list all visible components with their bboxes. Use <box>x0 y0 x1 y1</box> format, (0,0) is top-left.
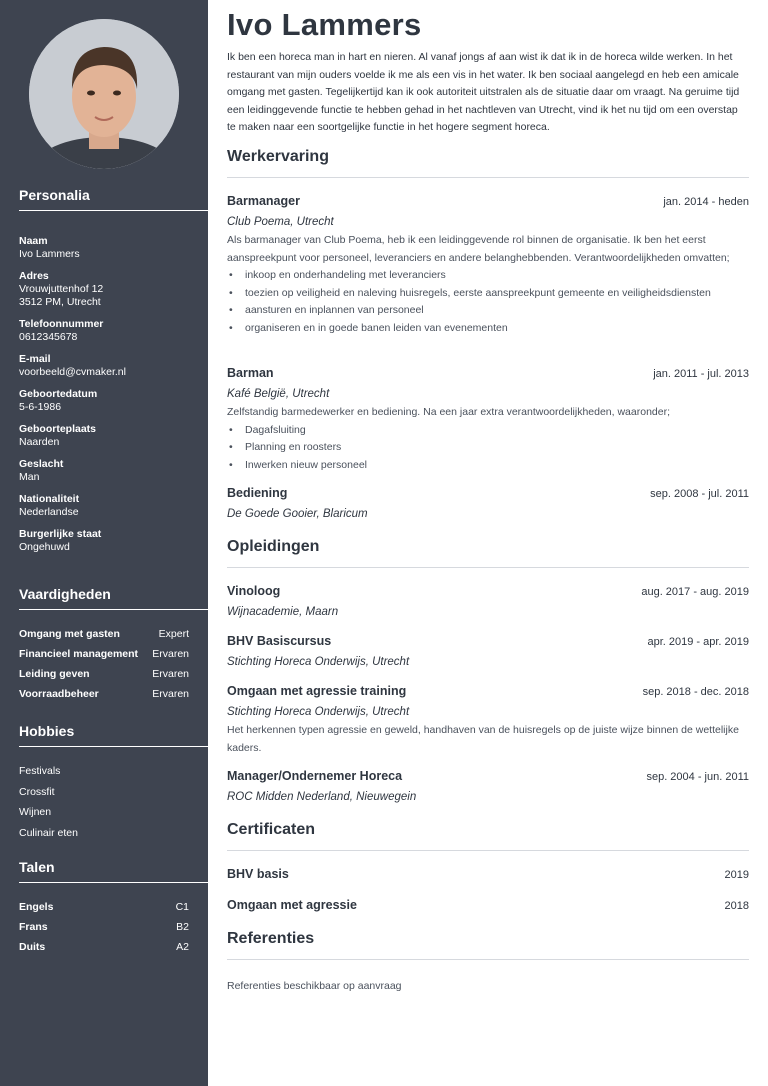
skill-row <box>19 648 189 661</box>
language-row <box>19 921 189 934</box>
skill-level: Ervaren <box>152 668 189 680</box>
job-bullet: • Dagafsluiting <box>227 422 749 440</box>
hobbies-heading: Hobbies <box>19 723 208 747</box>
job-date: jan. 2014 - heden <box>663 196 749 208</box>
profile-photo <box>29 19 179 169</box>
personal-gender <box>19 458 189 484</box>
job-description: Als barmanager van Club Poema, heb ik een leidinggevende rol binnen de organisatie. Ik ben het eerst aanspreekpunt voor personeel, leveranciers en andere belanghebbenden. Verantwoordelijkheden omvatten; <box>227 234 730 264</box>
certificates-heading: Certificaten <box>227 821 749 851</box>
education-name: Manager/Ondernemer Horeca <box>227 769 403 783</box>
languages-heading: Talen <box>19 859 208 883</box>
job-company: Club Poema, Utrecht <box>227 216 334 228</box>
experience-entry <box>227 193 749 337</box>
hobby-item: Crossfit <box>19 785 55 798</box>
hobbies-list <box>19 765 189 847</box>
personal-value: Vrouwjuttenhof 12 <box>19 283 104 295</box>
personal-value: Ongehuwd <box>19 541 70 553</box>
language-level: A2 <box>176 941 189 953</box>
skill-row <box>19 668 189 681</box>
skill-level: Ervaren <box>152 688 189 700</box>
education-name: Vinoloog <box>227 584 281 598</box>
experience-entry <box>227 485 749 523</box>
personal-nationality <box>19 493 189 519</box>
job-company: Kafé België, Utrecht <box>227 388 330 400</box>
personal-label: Adres <box>19 270 49 282</box>
education-name: BHV Basiscursus <box>227 634 332 648</box>
references-heading: Referenties <box>227 930 749 960</box>
job-bullet: • Inwerken nieuw personeel <box>227 457 749 475</box>
job-bullets <box>227 422 749 475</box>
personal-value: Man <box>19 471 40 483</box>
education-description: Het herkennen typen agressie en geweld, handhaven van de huisregels op de juiste wijze binnen de wettelijke kaders. <box>227 724 739 754</box>
job-company: De Goede Gooier, Blaricum <box>227 508 368 520</box>
education-date: apr. 2019 - apr. 2019 <box>647 636 749 648</box>
personal-value: Naarden <box>19 436 60 448</box>
language-level: B2 <box>176 921 189 933</box>
skill-name: Financieel management <box>19 648 139 660</box>
personal-marital-status <box>19 528 189 554</box>
skill-name: Omgang met gasten <box>19 628 120 640</box>
hobby-item: Culinair eten <box>19 826 78 839</box>
education-institute: ROC Midden Nederland, Nieuwegein <box>227 791 417 803</box>
job-date: jan. 2011 - jul. 2013 <box>653 368 749 380</box>
language-level: C1 <box>175 901 189 913</box>
language-row <box>19 901 189 914</box>
language-name: Frans <box>19 921 48 933</box>
skill-level: Ervaren <box>152 648 189 660</box>
job-bullets <box>227 267 749 337</box>
skill-level: Expert <box>158 628 189 640</box>
candidate-name: Ivo Lammers <box>227 7 422 42</box>
education-entry <box>227 583 749 621</box>
intro-text: Ik ben een horeca man in hart en nieren. Al vanaf jongs af aan wist ik dat ik in de horeca wilde werken. In het restaurant van mijn ouders voelde ik me als een vis in het water. Ik ben sociaal aangelegd en heb een amicale omgang met gasten. Tegelijkertijd kan ik ook autoriteit uitstralen als de situatie daar om vraagt. Na geruime tijd een leidinggevende functie te hebben gehad in het nachtleven van Utrecht, vind ik het nu tijd om een overstap te maken naar een soortgelijke functie in het hogere segment horeca. <box>227 51 740 133</box>
personal-phone <box>19 318 189 344</box>
skill-row <box>19 688 189 701</box>
language-name: Engels <box>19 901 54 913</box>
personal-label: Nationaliteit <box>19 493 80 505</box>
sidebar <box>0 0 208 1086</box>
job-date: sep. 2008 - jul. 2011 <box>650 488 749 500</box>
job-title: Barman <box>227 366 274 380</box>
job-title: Barmanager <box>227 194 300 208</box>
personal-email <box>19 353 189 379</box>
certificate-entry <box>227 866 749 884</box>
personalia-heading: Personalia <box>19 187 208 211</box>
certificate-name: Omgaan met agressie <box>227 898 357 912</box>
personal-birthplace <box>19 423 189 449</box>
languages-list <box>19 901 189 961</box>
personal-value: Nederlandse <box>19 506 79 518</box>
job-bullet: • organiseren en in goede banen leiden van evenementen <box>227 320 749 338</box>
personal-value: voorbeeld@cvmaker.nl <box>19 366 126 378</box>
hobby-item: Wijnen <box>19 806 52 818</box>
education-heading: Opleidingen <box>227 538 749 568</box>
skills-list <box>19 628 189 708</box>
education-entry <box>227 768 749 806</box>
job-title: Bediening <box>227 486 288 500</box>
certificate-year: 2019 <box>724 869 749 881</box>
profile-photo-image <box>29 19 179 169</box>
education-name: Omgaan met agressie training <box>227 684 407 698</box>
personal-label: Geboortedatum <box>19 388 98 400</box>
personal-value: Ivo Lammers <box>19 248 80 260</box>
job-bullet: • inkoop en onderhandeling met leveranciers <box>227 267 749 285</box>
personal-label: Burgerlijke staat <box>19 528 102 540</box>
experience-heading: Werkervaring <box>227 148 749 178</box>
education-entry <box>227 633 749 671</box>
personalia-list <box>19 235 189 563</box>
experience-entry <box>227 365 749 474</box>
skill-name: Voorraadbeheer <box>19 688 99 700</box>
references-text: Referenties beschikbaar op aanvraag <box>227 980 402 992</box>
job-bullet: • Planning en roosters <box>227 439 749 457</box>
personal-label: Telefoonnummer <box>19 318 104 330</box>
personal-label: Naam <box>19 235 48 247</box>
skill-name: Leiding geven <box>19 668 90 680</box>
personal-birthdate <box>19 388 189 414</box>
education-date: sep. 2018 - dec. 2018 <box>642 686 749 698</box>
education-entry <box>227 683 749 757</box>
personal-value-line2: 3512 PM, Utrecht <box>19 296 101 308</box>
personal-label: E-mail <box>19 353 51 365</box>
hobby-item: Festivals <box>19 765 61 777</box>
education-institute: Stichting Horeca Onderwijs, Utrecht <box>227 656 410 668</box>
education-date: aug. 2017 - aug. 2019 <box>641 586 749 598</box>
personal-address <box>19 270 189 309</box>
personal-name <box>19 235 189 261</box>
job-description: Zelfstandig barmedewerker en bediening. Na een jaar extra verantwoordelijkheden, waaronder; <box>227 406 671 418</box>
certificate-year: 2018 <box>724 900 749 912</box>
personal-label: Geboorteplaats <box>19 423 97 435</box>
personal-value: 0612345678 <box>19 331 78 343</box>
job-bullet: • aansturen en inplannen van personeel <box>227 302 749 320</box>
education-institute: Stichting Horeca Onderwijs, Utrecht <box>227 706 410 718</box>
job-bullet: • toezien op veiligheid en naleving huisregels, eerste aanspreekpunt gemeente en veiligheidsdiensten <box>227 285 749 303</box>
certificate-name: BHV basis <box>227 867 289 881</box>
certificate-entry <box>227 897 749 915</box>
education-institute: Wijnacademie, Maarn <box>227 606 339 618</box>
language-row <box>19 941 189 954</box>
personal-label: Geslacht <box>19 458 64 470</box>
language-name: Duits <box>19 941 46 953</box>
skills-heading: Vaardigheden <box>19 586 208 610</box>
education-date: sep. 2004 - jun. 2011 <box>646 771 749 783</box>
personal-value: 5-6-1986 <box>19 401 62 413</box>
skill-row <box>19 628 189 641</box>
